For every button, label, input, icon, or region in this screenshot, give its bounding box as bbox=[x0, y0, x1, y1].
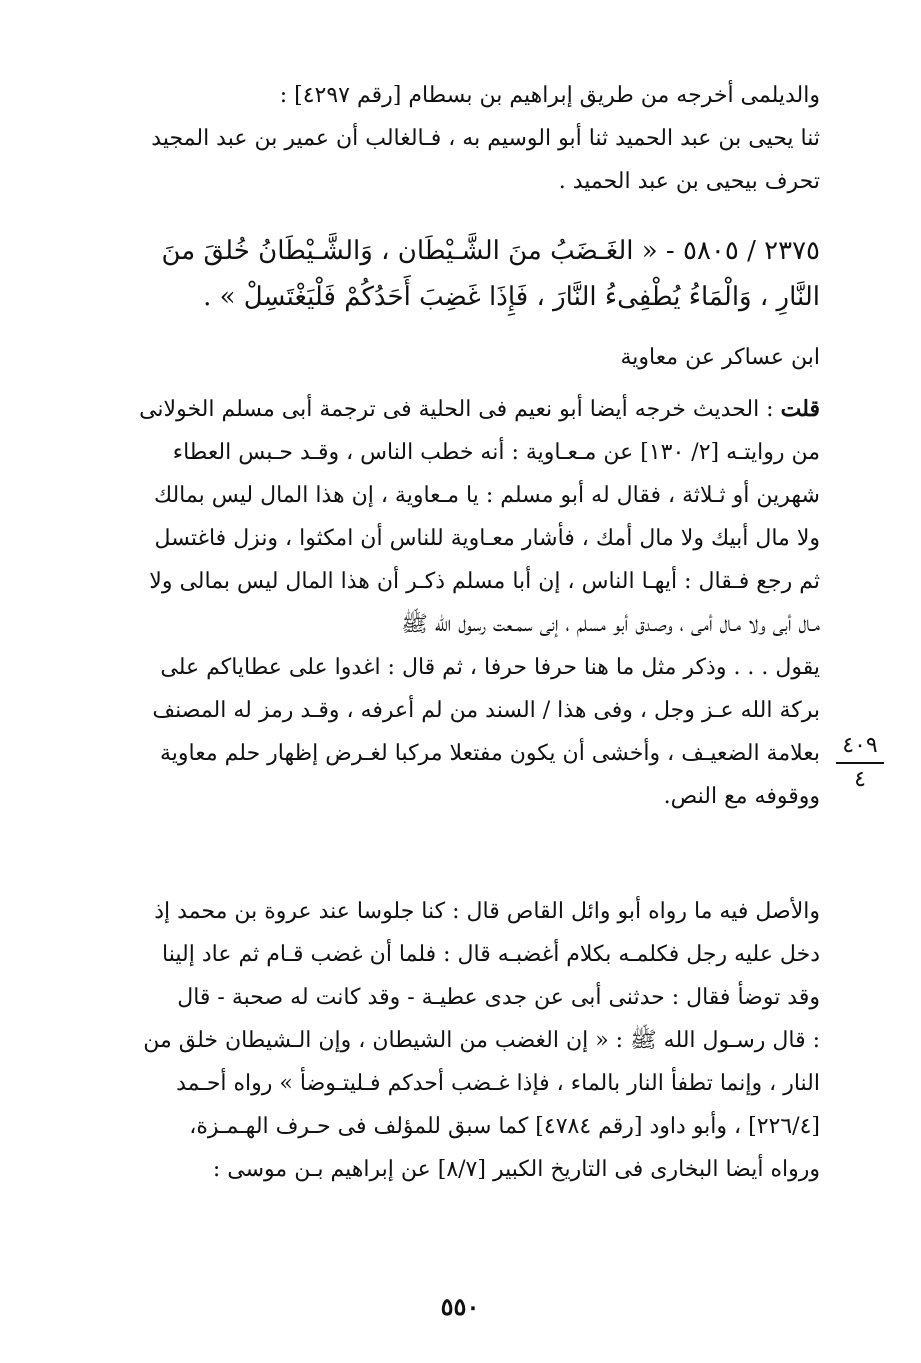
hadith-line: النَّارِ ، وَالْمَاءُ يُطْفِىءُ النَّارَ ، فَإِذَا غَضِبَ أَحَدُكُمْ فَلْيَغْتَسِلْ » . bbox=[203, 282, 820, 312]
commentary-first-line: : الحديث خرجه أيضا أبو نعيم فى الحلية فى ترجمة أبى مسلم الخولانى bbox=[139, 397, 774, 422]
margin-reference-bottom: ٤ bbox=[854, 767, 866, 792]
text-line: والديلمى أخرجه من طريق إبراهيم بن بسطام [رقم ٤٢٩٧] : bbox=[279, 83, 820, 108]
text-line: دخل عليه رجل فكلمـه بكلام أغضبـه قال : فلما أن غضب قـام ثم عاد إلينا bbox=[162, 942, 820, 967]
text-line: من روايتـه [٢/ ١٣٠] عن مـعـاوية : أنه خطب الناس ، وقـد حـبس العطاء bbox=[172, 440, 820, 465]
text-line: والأصل فيه ما رواه أبو وائل القاص قال : كنا جلوسا عند عروة بن محمد إذ bbox=[154, 899, 820, 924]
text-line: ولا مال أبيك ولا مال أمك ، فأشار معـاوية للناس أن امكثوا ، ونزل فاغتسل bbox=[154, 526, 820, 551]
margin-reference-top: ٤٠٩ bbox=[842, 733, 878, 758]
text-line: وقد توضأ فقال : حدثنى أبى عن جدى عطيـة - وقد كانت له صحبة - قال bbox=[177, 985, 820, 1010]
text-line: مـال أبى ولا مـال أمى ، وصـدق أبو مسلم ، إنى سمـعت رسول الله ﷺ bbox=[401, 612, 820, 637]
text-line: ووقوفه مع النص. bbox=[663, 784, 820, 809]
paragraph-commentary bbox=[88, 388, 820, 818]
text-line: ثم رجع فـقال : أيهـا الناس ، إن أبا مسلم ذكـر أن هذا المال ليس بمالى ولا bbox=[149, 569, 820, 594]
page-number: ٥٥٠ bbox=[440, 1292, 480, 1321]
text-line: النار ، وإنما تطفأ النار بالماء ، فإذا غـضب أحدكم فـليتـوضأ » رواه أحـمد bbox=[176, 1071, 820, 1096]
paragraph-intro bbox=[88, 74, 820, 203]
text-line: ورواه أيضا البخارى فى التاريخ الكبير [٨/٧] عن إبراهيم بـن موسى : bbox=[212, 1157, 820, 1182]
source-attribution bbox=[88, 336, 820, 379]
hadith-text bbox=[88, 228, 820, 320]
source-line: ابن عساكر عن معاوية bbox=[620, 345, 820, 370]
paragraph-origin bbox=[88, 890, 820, 1191]
text-line: [٢٢٦/٤] ، وأبو داود [رقم ٤٧٨٤] كما سبق للمؤلف فى حـرف الهـمـزة، bbox=[189, 1114, 820, 1139]
text-line: يقول . . . وذكر مثل ما هنا حرفا حرفا ، ثم قال : اغدوا على عطاياكم على bbox=[160, 655, 820, 680]
commentary-lead: قلت bbox=[780, 396, 820, 422]
margin-page-reference bbox=[832, 732, 888, 794]
text-line: بعلامة الضعيـف ، وأخشى أن يكون مفتعلا مركبا لغـرض إظهار حلم معاوية bbox=[160, 741, 820, 766]
text-line: بركة الله عـز وجل ، وفى هذا / السند من لم أعرفه ، وقـد رمز له المصنف bbox=[152, 698, 820, 723]
hadith-line: ٢٣٧٥ / ٥٨٠٥ - « الغَـضَبُ منَ الشَّـيْطَان ، وَالشَّـيْطَانُ خُلقَ منَ bbox=[161, 236, 820, 266]
text-line: تحرف بيحيى بن عبد الحميد . bbox=[558, 169, 820, 194]
margin-reference-rule bbox=[836, 762, 884, 764]
text-line: شهرين أو ثـلاثة ، فقال له أبو مسلم : يا مـعاوية ، إن هذا المال ليس بمالك bbox=[153, 483, 820, 508]
text-line: ثنا يحيى بن عبد الحميد ثنا أبو الوسيم به ، فـالغالب أن عمير بن عبد المجيد bbox=[151, 126, 820, 151]
text-line bbox=[88, 388, 820, 431]
text-line: : قال رسـول الله ﷺ : « إن الغضب من الشيطان ، وإن الـشيطان خلق من bbox=[143, 1028, 820, 1053]
